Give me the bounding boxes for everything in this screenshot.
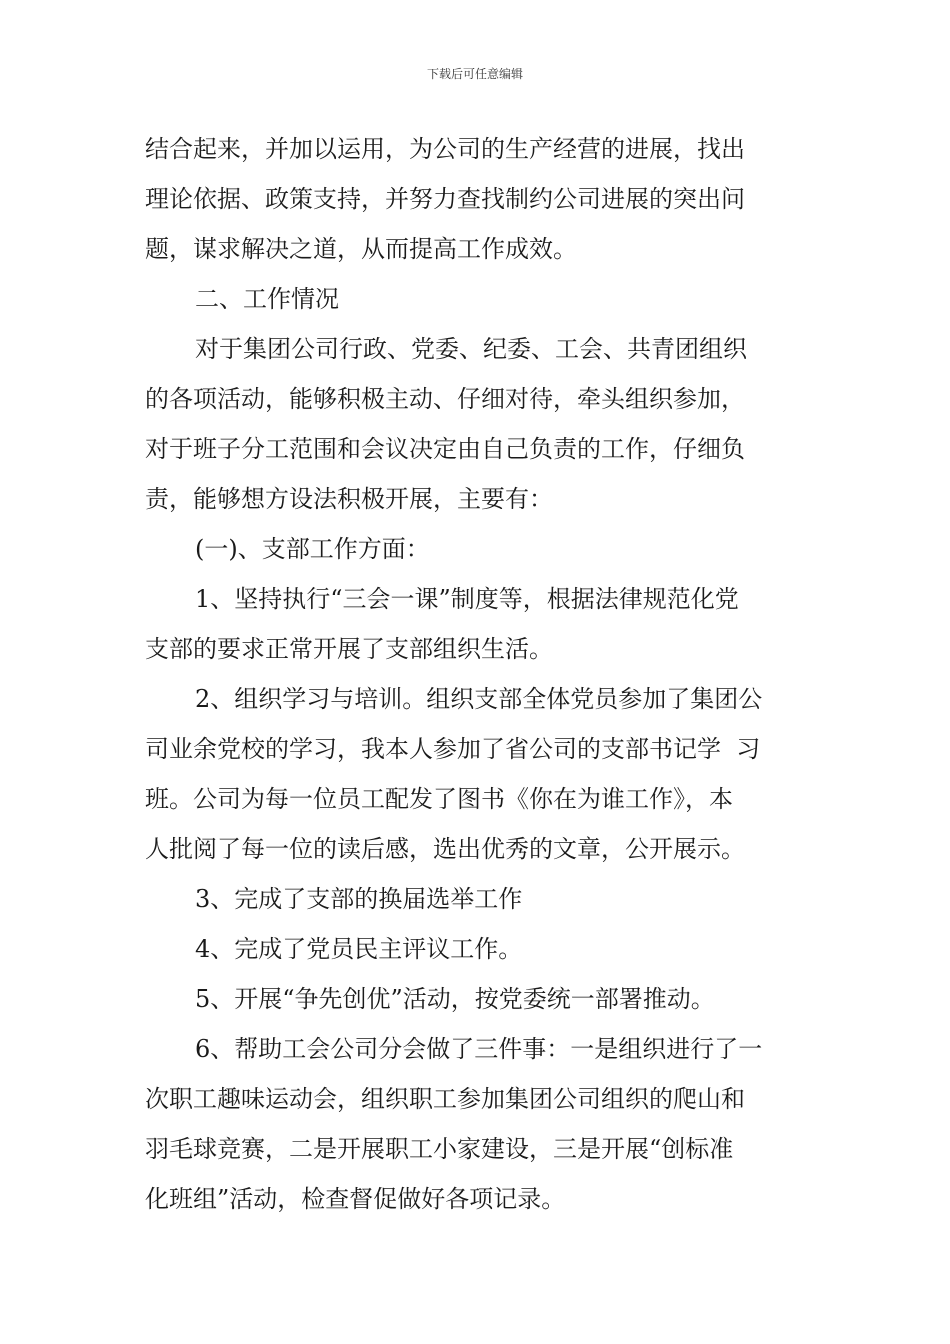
text-line: 对于班子分工范围和会议决定由自己负责的工作，仔细负 bbox=[145, 435, 745, 463]
text-line: 的各项活动，能够积极主动、仔细对待，牵头组织参加， bbox=[145, 385, 745, 413]
text-line: 3、完成了支部的换届选举工作 bbox=[195, 885, 523, 913]
text-line: 结合起来，并加以运用，为公司的生产经营的进展，找出 bbox=[145, 135, 745, 163]
text-line: 6、帮助工会公司分会做了三件事：一是组织进行了一 bbox=[195, 1035, 763, 1063]
text-line: 次职工趣味运动会，组织职工参加集团公司组织的爬山和 bbox=[145, 1085, 745, 1113]
text-line: 2、组织学习与培训。组织支部全体党员参加了集团公 bbox=[195, 685, 763, 713]
text-line: 司业余党校的学习，我本人参加了省公司的支部书记学 习 bbox=[145, 735, 761, 763]
text-line: 二、工作情况 bbox=[195, 285, 339, 313]
page-header: 下载后可任意编辑 bbox=[426, 67, 523, 81]
text-line: 1、坚持执行“三会一课”制度等，根据法律规范化党 bbox=[195, 585, 739, 613]
document-body bbox=[145, 124, 810, 1224]
text-line: 责，能够想方设法积极开展，主要有： bbox=[145, 485, 553, 513]
text-line: 班。公司为每一位员工配发了图书《你在为谁工作》，本 bbox=[145, 785, 733, 813]
text-line: 羽毛球竞赛，二是开展职工小家建设，三是开展“创标准 bbox=[145, 1135, 734, 1163]
text-line: 化班组”活动，检查督促做好各项记录。 bbox=[145, 1185, 566, 1213]
text-line: 题，谋求解决之道，从而提高工作成效。 bbox=[145, 235, 577, 263]
text-line: 5、开展“争先创优”活动，按党委统一部署推动。 bbox=[195, 985, 715, 1013]
text-line: 4、完成了党员民主评议工作。 bbox=[195, 935, 523, 963]
text-line: 对于集团公司行政、党委、纪委、工会、共青团组织 bbox=[195, 335, 747, 363]
text-line: 理论依据、政策支持，并努力查找制约公司进展的突出问 bbox=[145, 185, 745, 213]
text-line: (一)、支部工作方面： bbox=[195, 535, 430, 563]
text-line: 人批阅了每一位的读后感，选出优秀的文章，公开展示。 bbox=[145, 835, 745, 863]
text-line: 支部的要求正常开展了支部组织生活。 bbox=[145, 635, 553, 663]
